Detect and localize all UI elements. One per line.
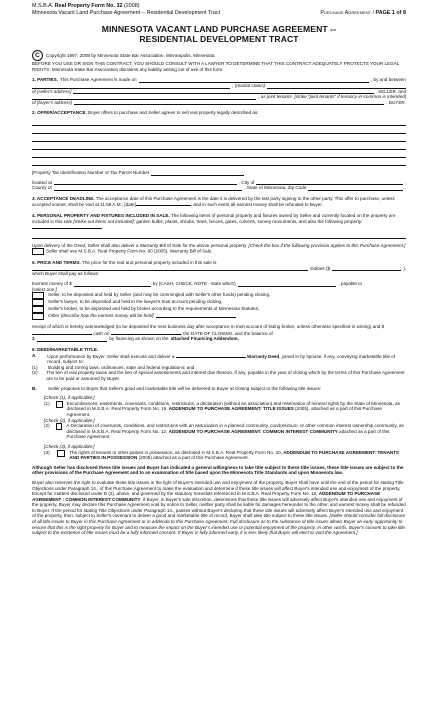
deed-type-field[interactable]: [176, 353, 246, 358]
joint-tenants-label: , as joint tenants- [strike "joint tenants" if tenancy-in-common is intended]: [258, 94, 406, 100]
price-heading: 5. PRICE AND TERMS.: [32, 260, 81, 266]
earnest-option-seller: Seller, to be deposited and held by Seller (and may be commingled with Seller's other funds) pending closing,: [48, 292, 271, 298]
legal-description-line-2[interactable]: [32, 126, 406, 134]
evaluation-instruction: [Seller should consider full disclosure of all title issues to Buyer in this Purchase Agreement or in addenda to this Purchase Agreement. Full disclosure as to the substance of title issues allows Buyer an early opportunity to ensure that this is the right property for Buyer and to measure the impact on the Buyer's intended use or potential enjoyment of the property. In other words, Buyer's consent to take title subject to the existence of title issues must be a fully informed consent. If Buyer is fully informed early, it is less likely that Buyer will elect to void the Agreement.]: [32, 513, 406, 536]
deed-heading: 6. DEED/MARKETABLE TITLE.: [32, 347, 99, 353]
street-address-field[interactable]: [54, 180, 237, 185]
pin-label: [Property Tax Identification Number or Tax Parcel Number: [32, 169, 150, 175]
check-2-instruction: [Check (2), if applicable:]: [44, 417, 95, 423]
copyright-icon: C: [32, 50, 43, 61]
deadline-heading: 3. ACCEPTANCE DEADLINE.: [32, 195, 95, 201]
earnest-seller-checkbox[interactable]: [32, 292, 44, 299]
cash-on-label: cash on: [93, 330, 110, 336]
pin-field[interactable]: [151, 171, 244, 176]
section-personal-property: [32, 213, 406, 255]
check-3-instruction: [Check (3), if applicable:]: [44, 443, 95, 449]
earnest-lawyer-checkbox[interactable]: [32, 299, 44, 306]
earnest-broker-checkbox[interactable]: [32, 306, 44, 313]
strike-instruction: [Strike out items not included]: [73, 218, 134, 224]
warranty-deed-label: Warranty Deed: [247, 353, 280, 359]
form-year: (2008): [122, 3, 140, 9]
item-b-marker: B.: [32, 385, 37, 391]
deed-b-text: Seller proposes to Buyer that Seller's good and marketable title will be delivered to Buyer at closing subject to the following title issues:: [48, 385, 322, 391]
page-number: PAGE 1 of 8: [375, 10, 406, 16]
bill-of-sale-checkbox[interactable]: [32, 248, 44, 255]
copyright-text: Copyright 1997, 2008 by Minnesota State Bar Association, Minneapolis, Minnesota.: [46, 52, 216, 58]
deadline-date-field[interactable]: [136, 201, 191, 206]
county-label: County of: [32, 185, 52, 191]
personal-property-text: The following items of personal property and fixtures owned by Seller and currently located on the property are included in this sale: [32, 212, 396, 224]
earnest-option-broker: Seller's broker, to be deposited and held by broker according to the requirements of Minnesota Statutes,: [48, 306, 260, 312]
parties-by-between: , by and between: [371, 77, 406, 83]
cash-date-field[interactable]: [111, 330, 181, 335]
financing-amount-field[interactable]: [37, 337, 108, 342]
page-label: Purchase Agreement /: [320, 10, 376, 16]
title-issues-disclosure: Although Seller has disclosed these title issues and Buyer has indicated a general willingness to take title subject to these title issues, these title issues are subject to the other provisions of the Purchase Agreement and to an examination of title based upon the Minnesota Title Standards and upon Minnesota law.: [32, 464, 404, 476]
seller-label: , SELLER, and: [375, 88, 406, 94]
tenants-tail: (2005) attached as a part of this Purchase Agreement.: [138, 455, 249, 461]
payment-method-label: by (CASH, CHECK, NOTE - state which): [152, 281, 236, 287]
financing-addendum-label: attached Financing Addendum.: [170, 336, 239, 342]
tenants-addendum: ADDENDUM TO PURCHASE AGREEMENT: TENANTS AND PARTIES IN POSSESSION: [69, 449, 400, 461]
earnest-other-checkbox[interactable]: [32, 313, 44, 320]
additional-property-line-2[interactable]: [32, 231, 406, 239]
legal-description-line-4[interactable]: [32, 142, 406, 150]
bill-of-sale-form-text: Seller shall use M.S.B.A. Real Property Form No. 90 (2005), Warranty Bill of Sale.: [46, 249, 213, 254]
title-issues-addendum: ADDENDUM TO PURCHASE AGREEMENT: TITLE ISSUES: [168, 406, 294, 412]
item-a-marker: A.: [32, 352, 37, 358]
city-label: , City of: [238, 179, 255, 185]
price-text: The price for the real and personal property included in this sale is: [82, 260, 217, 266]
seller-address-label: of [seller's address]: [32, 88, 72, 94]
buyer-address-label: of [buyer's address]: [32, 99, 72, 105]
select-one-label: [select one:]: [32, 286, 57, 292]
payment-intro: which Buyer shall pay as follows:: [32, 271, 100, 277]
earnest-option-other: Other [describe how the earnest money will be held]: [48, 313, 154, 319]
form-prefix: M.S.B.A.: [32, 3, 55, 9]
title-issues-tail: (2005), attached as a part of this Purchase Agreement.: [66, 406, 382, 417]
deed-a-text: Upon performance by Buyer, Seller shall execute and deliver a: [47, 353, 175, 359]
bill-of-sale-instruction: [Check the box if the following provision applies to this Purchase Agreement.]: [248, 242, 406, 248]
section-parties: [32, 77, 406, 105]
date-of-closing-label: , the DATE OF CLOSING, and the balance of: [180, 330, 273, 336]
common-interest-addendum: ADDENDUM TO PURCHASE AGREEMENT: COMMON INTEREST COMMUNITY: [168, 428, 338, 434]
legal-description-line-5[interactable]: [32, 150, 406, 158]
legal-warning: BEFORE YOU USE OR SIGN THIS CONTRACT, YOU SHOULD CONSULT WITH A LAWYER TO DETERMINE THAT THIS CONTRACT ADEQUATELY PROTECTS YOUR LEGAL RIGHTS. Minnesota State Bar Association disclaims any liability arising out of use of this form.: [32, 61, 400, 72]
price-amount-field[interactable]: [332, 266, 401, 271]
earnest-option-lawyer: Seller's lawyer, to be deposited and held in the lawyer's trust account pending closing,: [48, 299, 223, 305]
deadline-text: The acceptance date of this Purchase Agreement is the date it is delivered by the last party signing to the other party. This offer to purchase, unless accepted sooner, shall be void at 11:59 A.M., [date]: [32, 195, 395, 208]
copyright-line: [32, 50, 406, 61]
title-issues-text: Encumbrances, easements, covenants, conditions, restrictions, a declaration (without an association) and reservation of mineral rights by the State of Minnesota, as disclosed in M.S.B.A. Real Property Form No. 19,: [66, 400, 400, 412]
section-offer-acceptance: 2. OFFER/ACCEPTANCE. Buyer offers to purchase and Seller agrees to sell real property legally described as: [Property Tax Identification Number or Tax Parcel Number located at , City of , County of , State of Minnesota, Zip Code .: [32, 110, 406, 191]
common-interest-text: A Declaration of covenants, conditions, and restrictions with an association in a planned community, condominium, or other common interest ownership community, as disclosed in M.S.B.A. Real Property Form No. 12,: [66, 423, 404, 434]
legal-description-line-6[interactable]: [32, 158, 406, 166]
parties-heading: 1. PARTIES.: [32, 77, 58, 83]
legal-description-line-3[interactable]: [32, 134, 406, 142]
page-indicator: [320, 10, 406, 17]
payment-method-field[interactable]: [238, 282, 337, 287]
dollars-label: Dollars ($: [310, 265, 331, 271]
zip-field[interactable]: [308, 186, 402, 191]
common-interest-tail: attached as a part of this Purchase Agreement.: [66, 428, 390, 440]
section-price-terms: 5. PRICE AND TERMS. The price for the real and personal property included in this sale is Dollars ($ ), which Buyer shall pay as follows: Earnest money of $ by (CASH, CHECK, NOTE - state which) , payable to [select one:] Seller, to be deposited and held by Seller (and may be commingled with Seller's other funds) pending closing, Seller's lawyer, to be deposited and held in the lawyer's trust account pending closing, Seller's broker, to be deposited and held by broker according to the requirements of Minnesota Statutes, Other [describe how the earnest money will be held] receipt of which is hereby acknowledged (to be deposited the next business day after acceptance in trust account of listing broker, unless otherwise specified in writing) and $ cash on , the DATE OF CLOSING, and the balance of $ by financing as shown on the attached Financing Addendum.: [32, 260, 406, 342]
common-interest-checkbox[interactable]: [56, 423, 63, 430]
buyer-label: , BUYER.: [386, 99, 406, 105]
form-id-line: [32, 3, 220, 10]
dollars-close: ),: [403, 265, 406, 271]
deadline-text-2: , and in such event all earnest money shall be refunded to Buyer.: [190, 202, 323, 208]
tenants-text: The rights of tenants or other parties in possession, as disclosed in M.S.B.A. Real Property Form No. 20,: [69, 449, 282, 455]
section-acceptance-deadline: [32, 196, 406, 208]
evaluation-text-c: , if Buyer, in Buyer's sole discretion, determines that these title issues will adversely affect Buyer's intended use and enjoyment of the property, Buyer may declare this Purchase Agreement void by notice to Seller, neither party shall be liable for damages hereunder to the other, and earnest money shall be refunded to Buyer. If the period for stating Title Objections under Paragraph 14., passes without Buyer's declaring that these title issues will adversely affect Buyer's intended use and enjoyment of the property, then, subject to Seller's covenant to deliver a good and marketable title of record, Buyer shall take title subject to these title issues.: [32, 496, 406, 519]
marital-status-label: , (marital status): [232, 82, 266, 88]
section-deed-title: 6. DEED/MARKETABLE TITLE. A. Upon performance by Buyer, Seller shall execute and deliver a Warranty Deed, joined in by spouse, if any, conveying marketable title of record, subject to: (1) Building and zoning laws, ordinances, state and federal regulations; and (2) The lien of real property taxes and the lien of special assessments and interest due thereon, if any, payable in the year of closing which by the terms of this Purchase Agreement are to be paid or assumed by Buyer. B. Seller proposes to Buyer that Seller's good and marketable title will be delivered to Buyer at closing subject to the following title issues: [Check (1), if applicable:] (1) Encumbrances, easements, covenants, conditions, restrictions, a declaration (without an association) and reservation of mineral rights by the State of Minnesota, as disclosed in M.S.B.A. Real Property Form No. 19, ADDENDUM TO PURCHASE AGREEMENT: TITLE ISSUES (2005), attached as a part of this Purchase Agreement. [Check (2), if applicable:] (2) A Declaration of covenants, conditions, and restrictions with an association in a planned community, condominium, or other common interest ownership community, as disclosed in M.S.B.A. Real Property Form No. 12, ADDENDUM TO PURCHASE AGREEMENT: COMMON INTEREST COMMUNITY attached as a part of this Purchase Agreement. [Check (3), if applicable:] (3) The rights of tenants or other parties in possession, as disclosed in M.S.B.A. Real Property Form No. 20, ADDENDUM TO PURCHASE AGREEMENT: TENANTS AND PARTIES IN POSSESSION (2005) attached as a part of this Purchase Agreement. Although Seller has disclosed these title issues and Buyer has indicated a general willingness to take title subject to these title issues, these title issues are subject to the other provisions of the Purchase Agreement and to an examination of title based upon the Minnesota Title Standards and upon Minnesota law. Buyer also reserves the right to evaluate these title issues in the light of Buyer's intended use and enjoyment of the property. Buyer shall have until the end of the period for stating Title Objections under Paragraph 14., of this Purchase Agreement to make the evaluation and determine if these title issues will affect Buyer's intended use and enjoyment of the property. Except for matters disclosed under B (2), above, and governed by the statutory remedies referenced in M.S.B.A. Real Property Form No. 12, ADDENDUM TO PURCHASE AGREEMENT : COMMON INTEREST COMMUNITY, if Buyer, in Buyer's sole discretion, determines that these title issues will adversely affect Buyer's intended use and enjoyment of the property, Buyer may declare this Purchase Agreement void by notice to Seller, neither party shall be liable for damages hereunder to the other, and earnest money shall be refunded to Buyer. If the period for stating Title Objections under Paragraph 14., passes without Buyer's declaring that these title issues will adversely affect Buyer's intended use and enjoyment of the property, then, subject to Seller's covenant to deliver a good and marketable title of record, Buyer shall take title subject to these title issues. [Seller should consider full disclosure of all title issues to Buyer in this Purchase Agreement or in addenda to this Purchase Agreement. Full disclosure as to the substance of title issues allows Buyer an early opportunity to ensure that this is the right property for Buyer and to measure the impact on the Buyer's intended use or potential enjoyment of the property. In other words, Buyer's consent to take title subject to the existence of title issues must be a fully informed consent. If Buyer is fully informed early, it is less likely that Buyer will elect to void the Agreement.]: [32, 347, 406, 536]
earnest-money-label: Earnest money of $: [32, 281, 72, 287]
parties-made-on: This Purchase Agreement is made on: [59, 77, 137, 83]
earnest-other-field[interactable]: [156, 313, 236, 318]
bill-of-sale-text: Upon delivery of the Deed, Seller shall also deliver a Warranty Bill of Sale for the above personal property.: [32, 242, 248, 248]
title-line-1: MINNESOTA VACANT LAND PURCHASE AGREEMENT --: [101, 24, 337, 34]
receipt-text: receipt of which is hereby acknowledged (to be deposited the next business day after acceptance in trust account of listing broker, unless otherwise specified in writing) and $: [32, 324, 385, 330]
tenants-checkbox[interactable]: [57, 450, 66, 457]
personal-property-text-2: : garden bulbs, plants, shrubs, trees, fences, gates, culverts, survey monuments, and also the following property:: [133, 218, 363, 224]
form-name: Minnesota Vacant Land Purchase Agreement -- Residential Development Tract: [32, 10, 221, 16]
located-at-label: located at: [32, 179, 52, 185]
offer-heading: 2. OFFER/ACCEPTANCE.: [32, 110, 87, 116]
financing-text: by financing as shown on the: [109, 336, 169, 342]
buyer-evaluation-paragraph: [32, 480, 406, 536]
deed-a-text-2: , joined in by spouse, if any, conveying marketable title of record, subject to:: [47, 353, 396, 365]
offer-text: Buyer offers to purchase and Seller agrees to sell real property legally described as:: [88, 110, 259, 116]
title-line-2: RESIDENTIAL DEVELOPMENT TRACT: [139, 33, 299, 44]
earnest-money-field[interactable]: [74, 282, 151, 287]
evaluation-text-a: Buyer also reserves the right to evaluate these title issues in the light of Buyer's intended use and enjoyment of the property. Buyer shall have until the end of the period for stating Title Objections under Paragraph 14., of this Purchase Agreement to make the evaluation and determine if these title issues will affect Buyer's intended use and enjoyment of the property. Except for matters disclosed under B (2), above, and governed by the statutory remedies referenced in M.S.B.A. Real Property Form No. 12,: [32, 479, 404, 497]
buyer-address-field[interactable]: [74, 100, 384, 105]
title-issues-checkbox[interactable]: [56, 401, 63, 408]
deed-subject-2: The lien of real property taxes and the lien of special assessments and interest due thereon, if any, payable in the year of closing which by the terms of this Purchase Agreement are to be paid or assumed by Buyer.: [46, 370, 405, 381]
page-header: [32, 3, 406, 17]
deed-subject-1: Building and zoning laws, ordinances, state and federal regulations; and: [48, 364, 195, 370]
additional-property-field[interactable]: [32, 224, 102, 229]
payable-to-label: , payable to: [338, 281, 363, 287]
legal-description-line-1[interactable]: [32, 118, 406, 126]
state-zip-label: , State of Minnesota, Zip Code: [244, 185, 307, 191]
personal-property-heading: 4. PERSONAL PROPERTY AND FIXTURES INCLUDED IN SALE.: [32, 212, 170, 218]
cash-amount-field[interactable]: [32, 330, 92, 335]
evaluation-addendum: ADDENDUM TO PURCHASE AGREEMENT : COMMON INTEREST COMMUNITY: [32, 491, 381, 502]
document-title: [32, 25, 406, 44]
check-1-instruction: [Check (1), if applicable:]: [44, 395, 95, 401]
county-field[interactable]: [54, 186, 243, 191]
form-number: Real Property Form No. 32: [54, 3, 123, 9]
